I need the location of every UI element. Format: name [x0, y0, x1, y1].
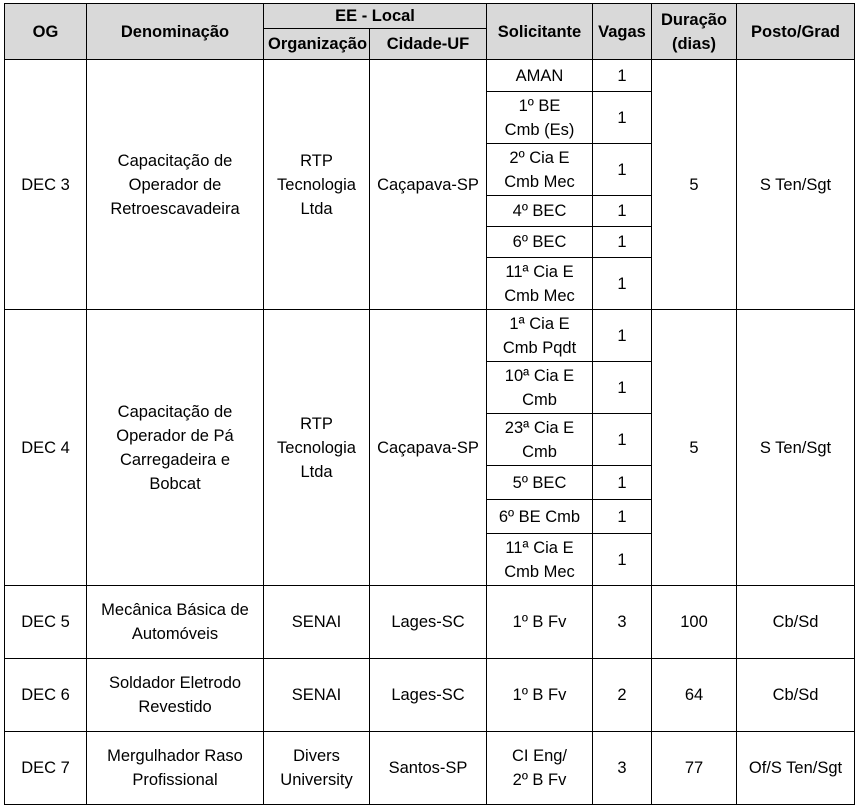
vagas-cell: 1 — [593, 227, 652, 258]
header-solicitante: Solicitante — [487, 4, 593, 60]
posto-cell: S Ten/Sgt — [737, 60, 855, 310]
organizacao-cell: Divers University — [264, 732, 370, 805]
header-duracao: Duração (dias) — [652, 4, 737, 60]
cidade-cell: Caçapava-SP — [370, 60, 487, 310]
courses-table — [4, 3, 855, 805]
solicitante-cell: 11ª Cia E Cmb Mec — [487, 534, 593, 586]
solicitante-cell: 4º BEC — [487, 196, 593, 227]
cidade-cell: Lages-SC — [370, 659, 487, 732]
table-row — [5, 60, 855, 92]
posto-cell: S Ten/Sgt — [737, 310, 855, 586]
header-posto-grad: Posto/Grad — [737, 4, 855, 60]
organizacao-cell: SENAI — [264, 586, 370, 659]
header-og: OG — [5, 4, 87, 60]
vagas-cell: 2 — [593, 659, 652, 732]
og-cell: DEC 5 — [5, 586, 87, 659]
solicitante-cell: 1º BE Cmb (Es) — [487, 92, 593, 144]
og-cell: DEC 4 — [5, 310, 87, 586]
vagas-cell: 1 — [593, 92, 652, 144]
vagas-cell: 1 — [593, 362, 652, 414]
duracao-cell: 100 — [652, 586, 737, 659]
vagas-cell: 1 — [593, 310, 652, 362]
denominacao-cell: Capacitação de Operador de Retroescavadeira — [87, 60, 264, 310]
og-cell: DEC 7 — [5, 732, 87, 805]
header-organizacao: Organização — [264, 29, 370, 60]
posto-cell: Cb/Sd — [737, 659, 855, 732]
cidade-cell: Lages-SC — [370, 586, 487, 659]
vagas-cell: 3 — [593, 586, 652, 659]
solicitante-cell: 11ª Cia E Cmb Mec — [487, 258, 593, 310]
header-cidade-uf: Cidade-UF — [370, 29, 487, 60]
og-cell: DEC 6 — [5, 659, 87, 732]
vagas-cell: 1 — [593, 500, 652, 534]
og-cell: DEC 3 — [5, 60, 87, 310]
organizacao-cell: RTP Tecnologia Ltda — [264, 60, 370, 310]
solicitante-cell: 5º BEC — [487, 466, 593, 500]
denominacao-cell: Soldador Eletrodo Revestido — [87, 659, 264, 732]
header-denominacao: Denominação — [87, 4, 264, 60]
table-row — [5, 310, 855, 362]
vagas-cell: 1 — [593, 466, 652, 500]
solicitante-cell: AMAN — [487, 60, 593, 92]
denominacao-cell: Capacitação de Operador de Pá Carregadeira e Bobcat — [87, 310, 264, 586]
vagas-cell: 1 — [593, 196, 652, 227]
vagas-cell: 1 — [593, 144, 652, 196]
header-vagas: Vagas — [593, 4, 652, 60]
vagas-cell: 3 — [593, 732, 652, 805]
organizacao-cell: RTP Tecnologia Ltda — [264, 310, 370, 586]
table-row — [5, 732, 855, 805]
cidade-cell: Caçapava-SP — [370, 310, 487, 586]
denominacao-cell: Mergulhador Raso Profissional — [87, 732, 264, 805]
vagas-cell: 1 — [593, 414, 652, 466]
solicitante-cell: 1º B Fv — [487, 586, 593, 659]
posto-cell: Cb/Sd — [737, 586, 855, 659]
table-row — [5, 586, 855, 659]
duracao-cell: 77 — [652, 732, 737, 805]
solicitante-cell: 6º BE Cmb — [487, 500, 593, 534]
header-ee-local: EE - Local — [264, 4, 487, 29]
solicitante-cell: 10ª Cia E Cmb — [487, 362, 593, 414]
vagas-cell: 1 — [593, 60, 652, 92]
duracao-cell: 5 — [652, 310, 737, 586]
duracao-cell: 64 — [652, 659, 737, 732]
organizacao-cell: SENAI — [264, 659, 370, 732]
solicitante-cell: 23ª Cia E Cmb — [487, 414, 593, 466]
vagas-cell: 1 — [593, 258, 652, 310]
solicitante-cell: 1ª Cia E Cmb Pqdt — [487, 310, 593, 362]
table-row — [5, 659, 855, 732]
vagas-cell: 1 — [593, 534, 652, 586]
solicitante-cell: 2º Cia E Cmb Mec — [487, 144, 593, 196]
denominacao-cell: Mecânica Básica de Automóveis — [87, 586, 264, 659]
solicitante-cell: CI Eng/ 2º B Fv — [487, 732, 593, 805]
duracao-cell: 5 — [652, 60, 737, 310]
solicitante-cell: 6º BEC — [487, 227, 593, 258]
solicitante-cell: 1º B Fv — [487, 659, 593, 732]
posto-cell: Of/S Ten/Sgt — [737, 732, 855, 805]
cidade-cell: Santos-SP — [370, 732, 487, 805]
